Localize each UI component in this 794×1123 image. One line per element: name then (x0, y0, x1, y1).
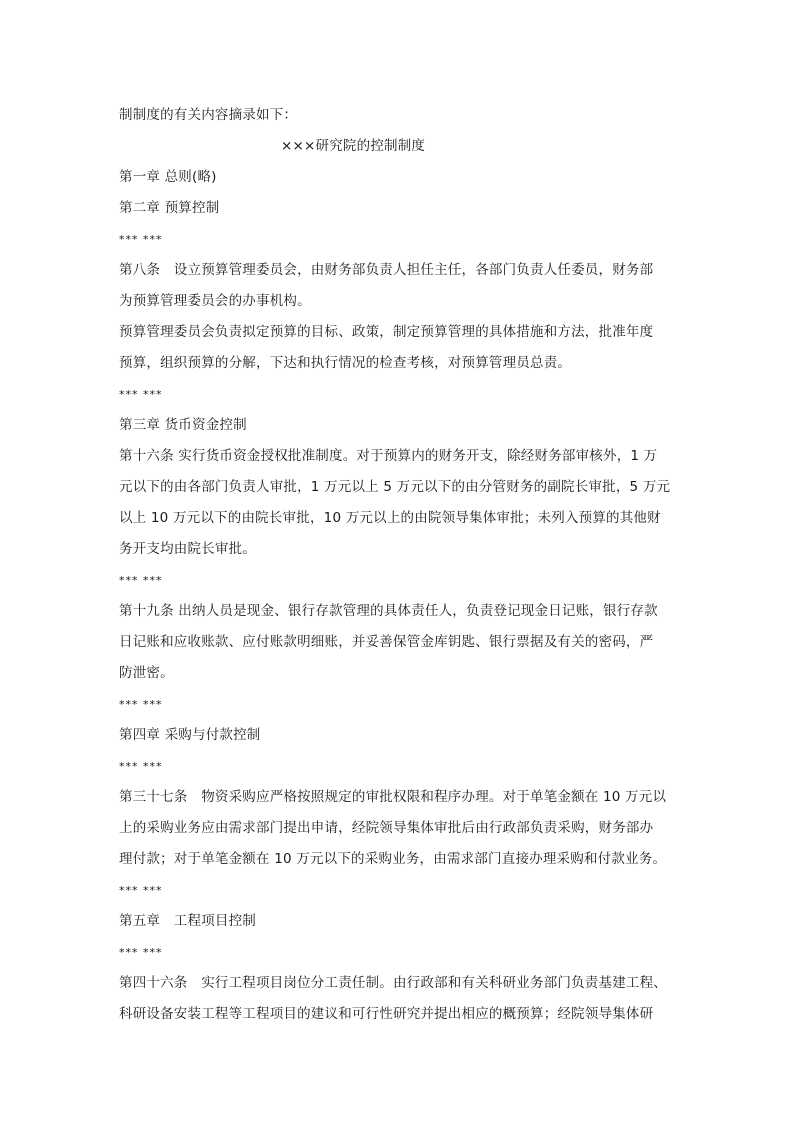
omission-marker: *** *** (119, 946, 163, 959)
document-body (119, 100, 679, 1030)
article-8-line-2: 为预算管理委员会的办事机构。 (119, 293, 311, 309)
omission-marker: *** *** (119, 698, 163, 711)
article-19-line-1: 第十九条 出纳人员是现金、银行存款管理的具体责任人，负责登记现金日记账，银行存款 (119, 603, 658, 619)
article-19-line-2: 日记账和应收账款、应付账款明细账，并妥善保管金库钥匙、银行票据及有关的密码，严 (119, 634, 654, 650)
article-19-line-3: 防泄密。 (119, 665, 174, 681)
chapter-3-heading: 第三章 货币资金控制 (119, 417, 247, 433)
article-46-line-2: 科研设备安装工程等工程项目的建议和可行性研究并提出相应的概预算；经院领导集体研 (119, 1006, 654, 1022)
chapter-4-heading: 第四章 采购与付款控制 (119, 727, 261, 743)
article-16-line-1: 第十六条 实行货币资金授权批准制度。对于预算内的财务开支，除经财务部审核外，1 万 (119, 448, 658, 464)
chapter-5-heading: 第五章 工程项目控制 (119, 913, 256, 929)
article-16-line-2: 元以下的由各部门负责人审批，1 万元以上 5 万元以下的由分管财务的副院长审批，5 万元 (119, 479, 671, 495)
intro-text: 制制度的有关内容摘录如下： (119, 107, 298, 123)
chapter-1-heading: 第一章 总则(略) (119, 169, 217, 185)
article-8-line-1: 第八条 设立预算管理委员会，由财务部负责人担任主任，各部门负责人任委员，财务部 (119, 262, 654, 278)
omission-marker: *** *** (119, 760, 163, 773)
article-46-line-1: 第四十六条 实行工程项目岗位分工责任制。由行政部和有关科研业务部门负责基建工程、 (119, 975, 667, 991)
article-37-line-2: 上的采购业务应由需求部门提出申请，经院领导集体审批后由行政部负责采购，财务部办 (119, 820, 654, 836)
omission-marker: *** *** (119, 574, 163, 587)
article-37-line-3: 理付款；对于单笔金额在 10 万元以下的采购业务，由需求部门直接办理采购和付款业务。 (119, 851, 667, 867)
article-8b-line-2: 预算，组织预算的分解，下达和执行情况的检查考核，对预算管理员总责。 (119, 355, 572, 371)
article-16-line-4: 务开支均由院长审批。 (119, 541, 256, 557)
omission-marker: *** *** (119, 388, 163, 401)
document-title: ×××研究院的控制制度 (281, 138, 426, 154)
article-37-line-1: 第三十七条 物资采购应严格按照规定的审批权限和程序办理。对于单笔金额在 10 万元以 (119, 789, 667, 805)
chapter-2-heading: 第二章 预算控制 (119, 200, 220, 216)
article-16-line-3: 以上 10 万元以下的由院长审批，10 万元以上的由院领导集体审批；未列入预算的其他财 (119, 510, 661, 526)
omission-marker: *** *** (119, 884, 163, 897)
article-8b-line-1: 预算管理委员会负责拟定预算的目标、政策，制定预算管理的具体措施和方法，批准年度 (119, 324, 654, 340)
omission-marker: *** *** (119, 233, 163, 246)
